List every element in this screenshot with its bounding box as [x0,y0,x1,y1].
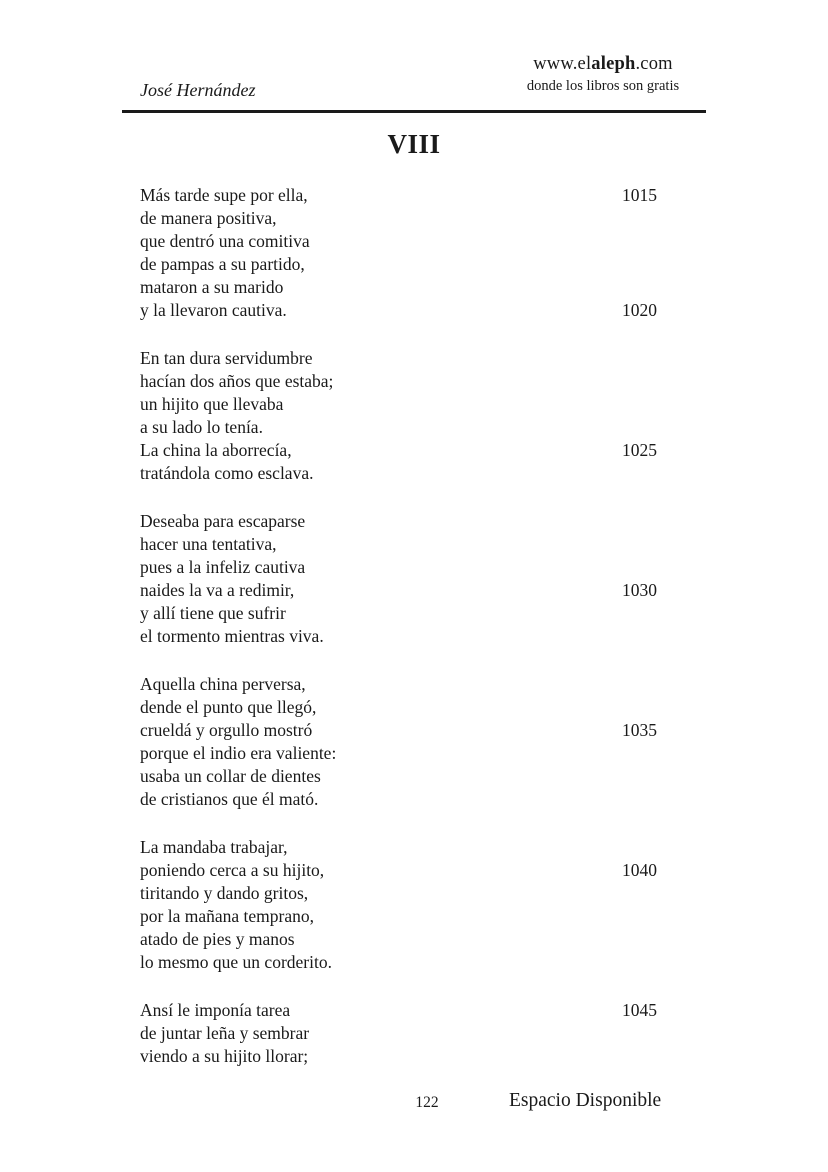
stanza [140,673,657,811]
poem-line [140,462,657,485]
poem-line [140,556,657,579]
poem-line [140,439,657,462]
poem-line [140,673,657,696]
header-author: José Hernández [140,80,256,100]
poem-line [140,184,657,207]
poem-line [140,533,657,556]
poem-line [140,999,657,1022]
poem-line-text: por la mañana temprano, [140,906,314,926]
poem-line [140,370,657,393]
poem-line [140,276,657,299]
poem-line-text: pues a la infeliz cautiva [140,557,306,577]
poem-line [140,882,657,905]
poem-line-text: crueldá y orgullo mostró [140,720,313,740]
poem-line-text: un hijito que llevaba [140,394,284,414]
poem-line [140,719,657,742]
poem-line-text: y la llevaron cautiva. [140,300,287,320]
poem-line-text: tiritando y dando gritos, [140,883,309,903]
poem-line-text: hacer una tentativa, [140,534,277,554]
stanza [140,999,657,1068]
poem-line [140,510,657,533]
poem-line [140,602,657,625]
poem-line-text: usaba un collar de dientes [140,766,321,786]
poem-line [140,416,657,439]
poem-line-text: que dentró una comitiva [140,231,310,251]
site-url-prefix: www.el [533,54,592,74]
poem-line [140,951,657,974]
section-title: VIII [387,129,441,159]
poem-line-text: de pampas a su partido, [140,254,305,274]
poem-line-text: dende el punto que llegó, [140,697,317,717]
poem-line-text: tratándola como esclava. [140,463,314,483]
poem-line [140,905,657,928]
verse-number: 1045 [622,1000,657,1020]
stanza [140,836,657,974]
poem-line [140,788,657,811]
poem-line [140,230,657,253]
verse-number: 1030 [622,580,657,600]
poem-line-text: de juntar leña y sembrar [140,1023,310,1043]
site-tagline: donde los libros son gratis [526,78,680,94]
poem-line-text: y allí tiene que sufrir [140,603,286,623]
poem-line-text: atado de pies y manos [140,929,295,949]
poem-line [140,579,657,602]
poem-line-text: el tormento mientras viva. [140,626,324,646]
verse-number: 1015 [622,185,657,205]
poem-line-text: Deseaba para escaparse [140,511,306,531]
verse-number: 1020 [622,300,657,320]
verse-number: 1040 [622,860,657,880]
poem-line [140,207,657,230]
page-number: 122 [415,1094,439,1111]
poem-line [140,625,657,648]
poem-line [140,742,657,765]
header-site-block [480,54,726,95]
verse-number: 1035 [622,720,657,740]
site-url-brand: aleph [591,54,636,74]
verse-number: 1025 [622,440,657,460]
poem-line-text: poniendo cerca a su hijito, [140,860,325,880]
poem-line [140,393,657,416]
poem-line-text: La mandaba trabajar, [140,837,288,857]
header-rule [122,110,706,113]
poem-line-text: mataron a su marido [140,277,284,297]
poem-line-text: naides la va a redimir, [140,580,295,600]
site-url [480,54,726,75]
poem-line-text: hacían dos años que estaba; [140,371,334,391]
poem-line [140,253,657,276]
poem-line-text: Ansí le imponía tarea [140,1000,291,1020]
poem-line-text: Aquella china perversa, [140,674,306,694]
poem-line [140,347,657,370]
poem-line-text: La china la aborrecía, [140,440,292,460]
poem-line [140,836,657,859]
poem-line-text: En tan dura servidumbre [140,348,313,368]
poem-line-text: de manera positiva, [140,208,277,228]
poem-body [140,184,657,1093]
poem-line [140,696,657,719]
poem-line-text: a su lado lo tenía. [140,417,263,437]
stanza [140,347,657,485]
footer-note: Espacio Disponible [509,1090,662,1111]
poem-line-text: de cristianos que él mató. [140,789,319,809]
site-url-suffix: .com [635,54,673,74]
poem-line [140,1022,657,1045]
poem-line [140,859,657,882]
poem-line [140,765,657,788]
poem-line-text: lo mesmo que un corderito. [140,952,332,972]
poem-line-text: viendo a su hijito llorar; [140,1046,309,1066]
stanza [140,184,657,322]
poem-line [140,1045,657,1068]
poem-line [140,928,657,951]
poem-line-text: porque el indio era valiente: [140,743,337,763]
poem-line-text: Más tarde supe por ella, [140,185,308,205]
poem-line [140,299,657,322]
stanza [140,510,657,648]
